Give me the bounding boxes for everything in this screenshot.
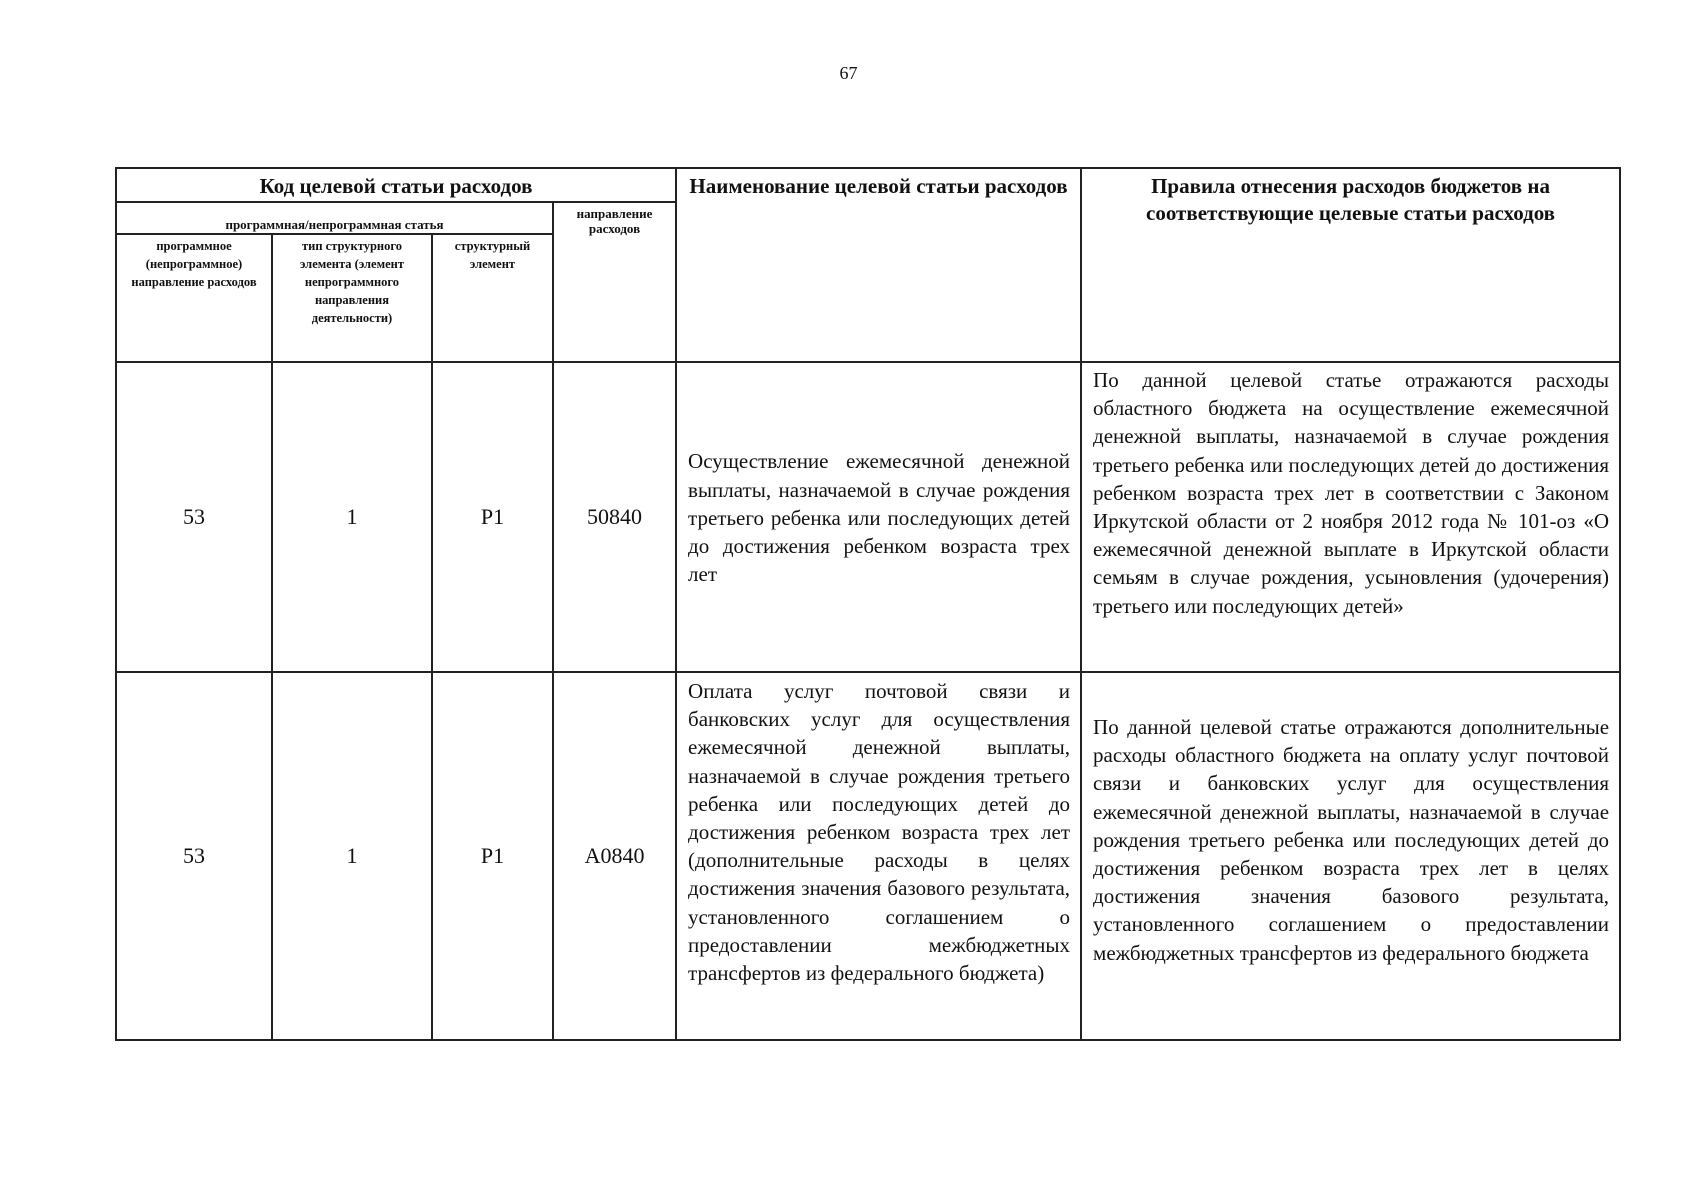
type-code-cell: 1 [272, 362, 432, 672]
budget-classification-table [115, 167, 1621, 1041]
program-article-header: программная/непрограммная статья [116, 202, 553, 234]
program-direction-header: программное (непрограммное) направление расходов [116, 234, 272, 362]
element-code-cell: P1 [432, 672, 553, 1040]
article-name-cell: Осуществление ежемесячной денежной выплаты, назначаемой в случае рождения третьего ребенка или последующих детей до достижения ребенком возраста трех лет [676, 362, 1081, 672]
name-header: Наименование целевой статьи расходов [676, 168, 1081, 362]
article-rule-cell: По данной целевой статье отражаются дополнительные расходы областного бюджета на оплату услуг почтовой связи и банковских услуг для осуществления ежемесячной денежной выплаты, назначаемой в случае рождения третьего ребенка или последующих детей до достижения ребенком возраста трех лет в целях достижения значения базового результата, установленного соглашением о предоставлении межбюджетных трансфертов из федерального бюджета [1081, 672, 1620, 1040]
structural-type-header: тип структурного элемента (элемент непрограммного направления деятельности) [272, 234, 432, 362]
program-code-cell: 53 [116, 362, 272, 672]
direction-header: направление расходов [553, 202, 676, 362]
direction-code-cell: A0840 [553, 672, 676, 1040]
article-name-cell: Оплата услуг почтовой связи и банковских услуг для осуществления ежемесячной денежной выплаты, назначаемой в случае рождения третьего ребенка или последующих детей до достижения ребенком возраста трех лет (дополнительные расходы в целях достижения значения базового результата, установленного соглашением о предоставлении межбюджетных трансфертов из федерального бюджета) [676, 672, 1081, 1040]
table-row [116, 362, 1620, 672]
table-row [116, 672, 1620, 1040]
program-code-cell: 53 [116, 672, 272, 1040]
page-number: 67 [839, 63, 858, 83]
element-code-cell: P1 [432, 362, 553, 672]
rules-header: Правила отнесения расходов бюджетов на соответствующие целевые статьи расходов [1081, 168, 1620, 362]
structural-element-header: структурный элемент [432, 234, 553, 362]
code-header: Код целевой статьи расходов [116, 168, 676, 202]
article-rule-cell: По данной целевой статье отражаются расходы областного бюджета на осуществление ежемесячной денежной выплаты, назначаемой в случае рождения третьего ребенка или последующих детей до достижения ребенком возраста трех лет в соответствии с Законом Иркутской области от 2 ноября 2012 года № 101-оз «О ежемесячной денежной выплате в Иркутской области семьям в случае рождения, усыновления (удочерения) третьего или последующих детей» [1081, 362, 1620, 672]
direction-code-cell: 50840 [553, 362, 676, 672]
type-code-cell: 1 [272, 672, 432, 1040]
